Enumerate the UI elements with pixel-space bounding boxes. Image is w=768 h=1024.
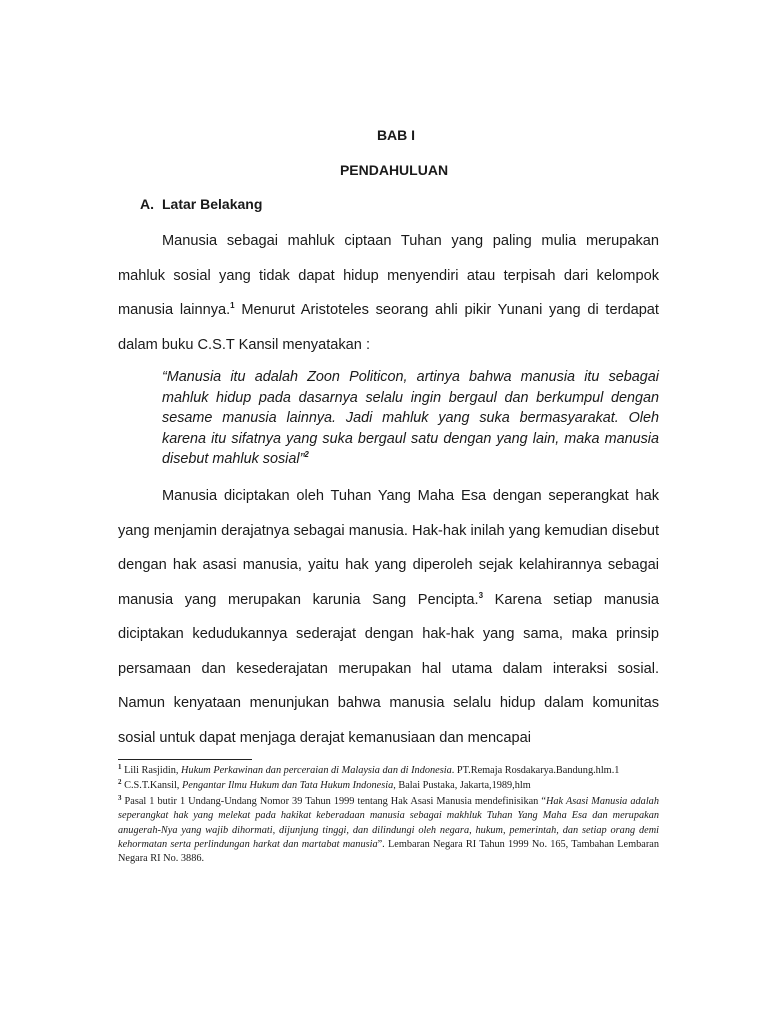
body-paragraph <box>118 479 659 755</box>
chapter-label: BAB I <box>376 127 416 143</box>
footnote-number: 2 <box>118 778 122 787</box>
footnote-text: , Balai Pustaka, Jakarta,1989,hlm <box>393 780 531 792</box>
footnote-title: Pengantar Ilmu Hukum dan Tata Hukum Indonesia <box>181 780 394 792</box>
footnote-text: Pasal 1 butir 1 Undang-Undang Nomor 39 Tahun 1999 tentang Hak Asasi Manusia mendefinisikan “ <box>121 795 546 807</box>
footnote-quote: Hak Asasi Manusia adalah seperangkat hak yang melekat pada hakikat keberadaan manusia sebagai makhluk Tuhan Yang Maha Esa dan merupakan anugerah-Nya yang wajib dihormati, dijunjung tinggi, dan dilindungi oleh negara, hukum, pemerintah, dan setiap orang demi kehormatan serta perlindungan harkat dan martabat manusia <box>118 795 659 851</box>
paragraph-text: Manusia sebagai mahluk ciptaan Tuhan yang paling mulia merupakan mahluk sosial yang tidak dapat hidup menyendiri atau terpisah dari kelompok manusia lainnya. <box>118 233 659 318</box>
footnotes <box>118 764 659 867</box>
footnote-ref: 2 <box>304 450 309 459</box>
footnote-ref: 1 <box>230 301 235 310</box>
footnote-title: Hukum Perkawinan dan perceraian di Malaysia dan di Indonesia <box>181 765 452 776</box>
footnote-number: 1 <box>118 763 122 771</box>
quote-text: “Manusia itu adalah Zoon Politicon, artinya bahwa manusia itu sebagai mahluk hidup pada dasarnya selalu ingin bergaul dan berkumpul dengan sesame manusia lainnya. Jadi mahluk yang suka bermasyarakat. Oleh karena itu sifatnya yang suka bergaul satu dengan yang lain, maka manusia disebut mahluk sosial” <box>162 369 659 467</box>
paragraph-text: Menurut Aristoteles seorang ahli pikir Yunani yang di terdapat dalam buku C.S.T Kansil menyatakan : <box>118 302 659 353</box>
footnote <box>118 779 659 793</box>
footnote-number: 3 <box>118 793 122 802</box>
footnote-separator <box>118 759 252 760</box>
chapter-title: PENDAHULUAN <box>339 162 449 178</box>
footnote-text: C.S.T.Kansil, <box>121 780 182 792</box>
section-number: A. <box>140 196 154 212</box>
footnote-text: . PT.Remaja Rosdakarya.Bandung.hlm.1 <box>451 765 620 776</box>
footnote <box>118 764 659 778</box>
section-heading <box>140 196 262 212</box>
footnote-text: ”. Lembaran Negara RI Tahun 1999 No. 165, Tambahan Lembaran Negara RI No. 3886. <box>118 839 659 865</box>
footnote-ref: 3 <box>478 590 484 600</box>
paragraph-text: Karena setiap manusia diciptakan kedudukannya sederajat dengan hak-hak yang sama, maka prinsip persamaan dan kesederajatan merupakan hal utama dalam interaksi sosial. Namun kenyataan menunjukan bahwa manusia selalu hidup dalam komunitas sosial untuk dapat menjaga derajat kemanusiaan dan mencapai <box>118 591 659 746</box>
block-quote <box>162 367 659 470</box>
body-paragraph <box>118 224 659 362</box>
section-title: Latar Belakang <box>162 196 263 212</box>
paragraph-text: Manusia diciptakan oleh Tuhan Yang Maha Esa dengan seperangkat hak yang menjamin derajatnya sebagai manusia. Hak-hak inilah yang kemudian disebut dengan hak asasi manusia, yaitu hak yang diperoleh sejak kelahirannya sebagai manusia yang merupakan karunia Sang Pencipta. <box>118 488 659 608</box>
footnote <box>118 795 659 867</box>
footnote-text: Lili Rasjidin, <box>121 765 181 776</box>
